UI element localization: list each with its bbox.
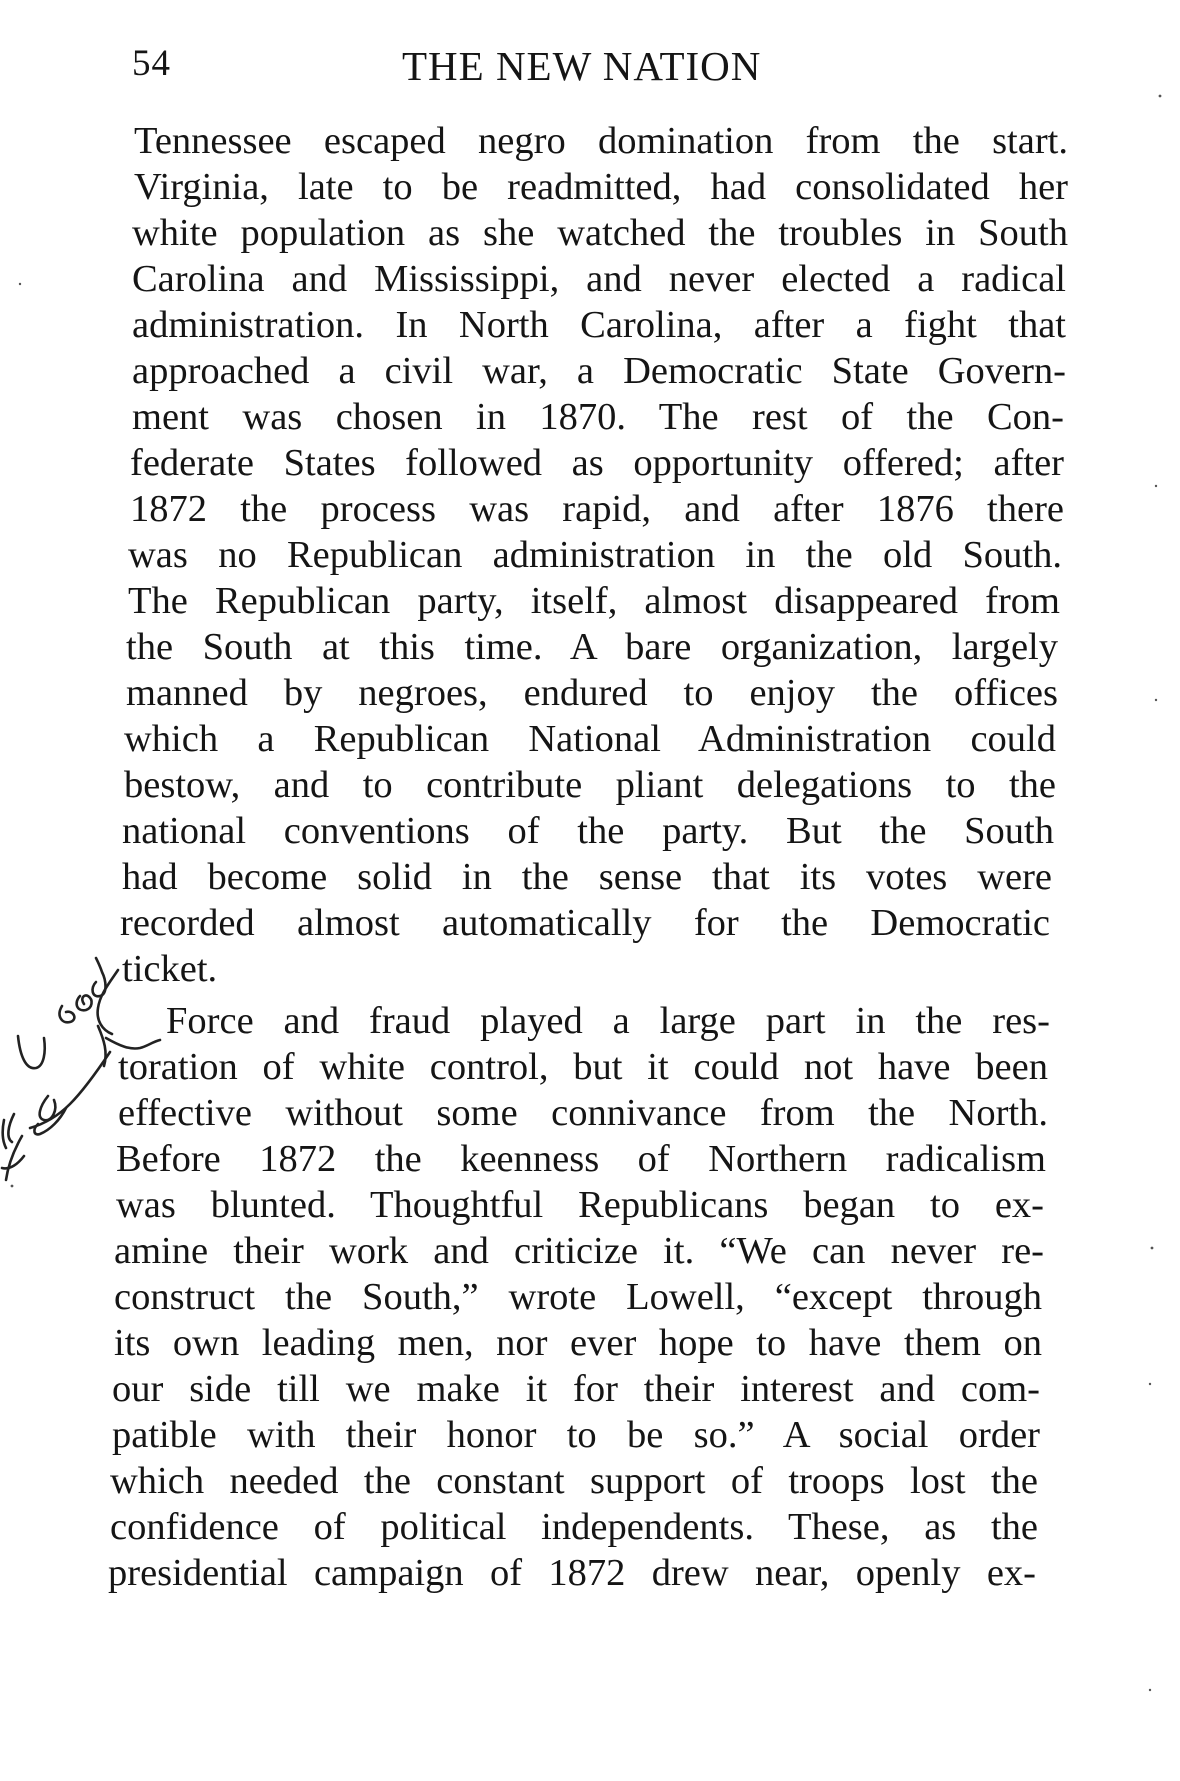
text-line: approached a civil war, a Democratic State Govern- — [132, 350, 1066, 392]
text-line: our side till we make it for their interest and com- — [112, 1368, 1040, 1410]
text-line: recorded almost automatically for the Democratic — [120, 902, 1050, 944]
text-line: was blunted. Thoughtful Republicans began to ex- — [116, 1184, 1044, 1226]
text-line: had become solid in the sense that its votes were — [122, 856, 1052, 898]
text-line: federate States followed as opportunity offered; after — [130, 442, 1064, 484]
text-line: Virginia, late to be readmitted, had consolidated her — [134, 166, 1068, 208]
text-line: presidential campaign of 1872 drew near, openly ex- — [108, 1552, 1036, 1594]
text-line: bestow, and to contribute pliant delegations to the — [124, 764, 1056, 806]
text-line: The Republican party, itself, almost disappeared from — [128, 580, 1060, 622]
text-line: Force and fraud played a large part in the res- — [166, 1000, 1050, 1042]
text-line: confidence of political independents. These, as the — [110, 1506, 1038, 1548]
text-line: amine their work and criticize it. “We can never re- — [114, 1230, 1044, 1272]
text-line: ticket. — [122, 948, 218, 990]
page-number: 54 — [132, 43, 171, 84]
text-line: 1872 the process was rapid, and after 1876 there — [130, 488, 1064, 530]
text-line: patible with their honor to be so.” A social order — [112, 1414, 1040, 1456]
text-line: Carolina and Mississippi, and never elected a radical — [132, 258, 1066, 300]
text-line: white population as she watched the troubles in South — [132, 212, 1068, 254]
running-head — [132, 42, 1072, 102]
text-line: administration. In North Carolina, after a fight that — [132, 304, 1066, 346]
text-line: Tennessee escaped negro domination from the start. — [134, 120, 1068, 162]
text-line: which needed the constant support of troops lost the — [110, 1460, 1038, 1502]
text-line: construct the South,” wrote Lowell, “except through — [114, 1276, 1042, 1318]
text-line: effective without some connivance from the North. — [118, 1092, 1048, 1134]
text-line: Before 1872 the keenness of Northern radicalism — [116, 1138, 1046, 1180]
text-line: ment was chosen in 1870. The rest of the Con- — [132, 396, 1064, 438]
running-title: THE NEW NATION — [402, 43, 762, 89]
text-line: was no Republican administration in the old South. — [128, 534, 1062, 576]
text-line: which a Republican National Administration could — [124, 718, 1056, 760]
text-line: manned by negroes, endured to enjoy the offices — [126, 672, 1058, 714]
text-line: its own leading men, nor ever hope to have them on — [114, 1322, 1042, 1364]
text-line: the South at this time. A bare organization, largely — [126, 626, 1058, 668]
text-line: toration of white control, but it could not have been — [118, 1046, 1048, 1088]
text-line: national conventions of the party. But the South — [122, 810, 1054, 852]
